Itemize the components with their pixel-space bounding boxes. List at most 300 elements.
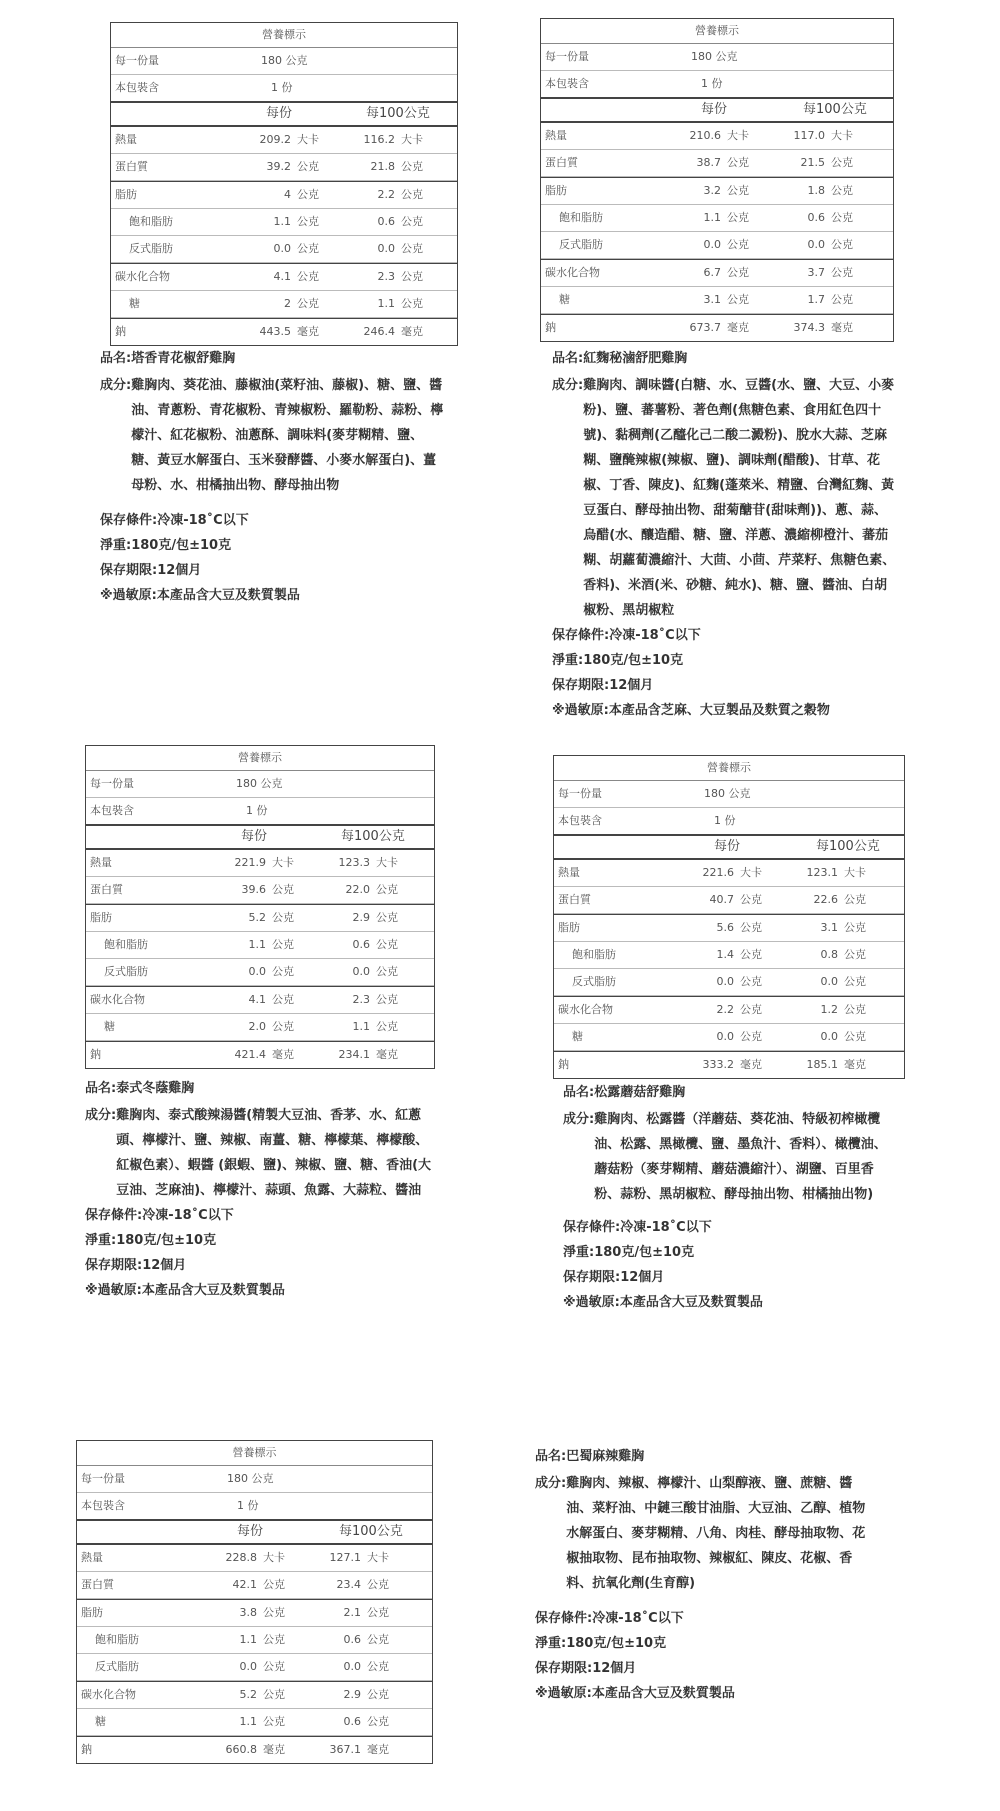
per-100-value: 127.1: [329, 1551, 361, 1564]
net-weight: 淨重:180克/包±10克: [552, 653, 684, 668]
nutrient-label: 脂肪: [115, 188, 137, 201]
per-serving-unit: 公克: [263, 1715, 285, 1728]
per-serving-cell: [204, 932, 294, 958]
nutrient-row: [86, 1014, 434, 1041]
per-100-cell: [308, 1014, 398, 1040]
nutrition-table-1: [110, 22, 458, 346]
nutrient-label: 熱量: [115, 133, 137, 146]
per-serving-unit: 公克: [727, 184, 749, 197]
per-100-cell: [763, 150, 853, 176]
per-serving-cell: [229, 154, 319, 180]
nutrient-row: [77, 1599, 432, 1627]
nutrient-label: 鈉: [545, 321, 556, 334]
per-serving-value: 0.0: [248, 965, 266, 978]
per-100-unit: 大卡: [376, 856, 398, 869]
shelf-life: 保存期限:12個月: [85, 1258, 187, 1273]
per-100-value: 0.0: [377, 242, 395, 255]
nutrient-row: [86, 959, 434, 986]
nutrition-title: 營養標示: [541, 19, 893, 44]
per-serving-value: 5.2: [248, 911, 266, 924]
nutrient-row: [541, 287, 893, 314]
nutrient-row: [541, 232, 893, 259]
nutrient-label: 碳水化合物: [115, 270, 170, 283]
nutrition-table-4: [553, 755, 905, 1079]
nutrient-label: 糖: [559, 293, 570, 306]
nutrient-label: 蛋白質: [558, 893, 591, 906]
nutrient-label: 熱量: [81, 1551, 103, 1564]
allergen-note: ※過敏原:本產品含大豆及麩質製品: [85, 1283, 285, 1298]
per-serving-cell: [195, 1572, 285, 1598]
per-serving-unit: 大卡: [740, 866, 762, 879]
pack-label: 本包裝含: [545, 77, 589, 90]
per-serving-cell: [672, 997, 762, 1023]
per-serving-cell: [204, 987, 294, 1013]
nutrient-row: [111, 236, 457, 263]
nutrient-label: 糖: [95, 1715, 106, 1728]
nutrition-table-2: [540, 18, 894, 342]
per-100-value: 234.1: [338, 1048, 370, 1061]
nutrient-row: [86, 904, 434, 932]
per-100-value: 246.4: [363, 325, 395, 338]
per-serving-unit: 毫克: [297, 325, 319, 338]
nutrient-row: [77, 1627, 432, 1654]
per-serving-unit: 公克: [297, 270, 319, 283]
nutrient-row: [541, 150, 893, 177]
nutrient-rows: [554, 860, 904, 1078]
per-serving-cell: [659, 178, 749, 204]
nutrient-row: [111, 291, 457, 318]
pack-value: 1 份: [246, 804, 268, 817]
per-100-cell: [308, 1042, 398, 1068]
per-serving-cell: [659, 260, 749, 286]
product-info-1: [100, 346, 445, 608]
nutrient-label: 碳水化合物: [81, 1688, 136, 1701]
per-serving-unit: 公克: [297, 188, 319, 201]
per-100-value: 0.6: [377, 215, 395, 228]
per-serving-unit: 公克: [740, 948, 762, 961]
per-100-unit: 公克: [376, 1020, 398, 1033]
pack-value: 1 份: [237, 1499, 259, 1512]
per-100-unit: 大卡: [401, 133, 423, 146]
per-serving-unit: 公克: [740, 975, 762, 988]
per-100-value: 21.8: [370, 160, 395, 173]
per-serving-unit: 公克: [740, 921, 762, 934]
per-serving-unit: 大卡: [272, 856, 294, 869]
serving-value: 180 公克: [236, 777, 283, 790]
per-serving-cell: [204, 877, 294, 903]
per-100-unit: 公克: [376, 883, 398, 896]
per-100-cell: [776, 860, 866, 886]
ingredients-label: 成分:: [100, 378, 132, 393]
nutrient-label: 糖: [129, 297, 140, 310]
per-serving-cell: [204, 1014, 294, 1040]
per-100-value: 0.6: [343, 1633, 361, 1646]
nutrient-label: 蛋白質: [115, 160, 148, 173]
per-100-value: 1.7: [807, 293, 825, 306]
per-100-unit: 大卡: [831, 129, 853, 142]
per-100-value: 1.1: [352, 1020, 370, 1033]
per-100-value: 3.1: [820, 921, 838, 934]
serving-value: 180 公克: [227, 1472, 274, 1485]
product-name: 品名:泰式冬蔭雞胸: [85, 1081, 195, 1096]
nutrient-row: [554, 969, 904, 996]
nutrient-label: 脂肪: [90, 911, 112, 924]
per-100-cell: [308, 932, 398, 958]
per-serving-unit: 公克: [727, 293, 749, 306]
pack-label: 本包裝含: [558, 814, 602, 827]
nutrient-row: [541, 314, 893, 341]
per-serving-cell: [672, 1024, 762, 1050]
per-serving-unit: 公克: [272, 1020, 294, 1033]
per-serving-unit: 公克: [272, 965, 294, 978]
nutrient-rows: [86, 850, 434, 1068]
allergen-note: ※過敏原:本產品含大豆及麩質製品: [563, 1295, 763, 1310]
per-100-cell: [333, 291, 423, 317]
per-100-unit: 公克: [831, 156, 853, 169]
nutrition-table-5: [76, 1440, 433, 1764]
per-serving-value: 39.2: [266, 160, 291, 173]
nutrient-label: 糖: [572, 1030, 583, 1043]
per-serving-value: 1.4: [716, 948, 734, 961]
per-100-unit: 公克: [376, 911, 398, 924]
per-100-unit: 公克: [367, 1578, 389, 1591]
per-100-unit: 公克: [831, 184, 853, 197]
per-serving-value: 0.0: [273, 242, 291, 255]
per-100-unit: 公克: [376, 993, 398, 1006]
nutrient-label: 反式脂肪: [559, 238, 603, 251]
pack-label: 本包裝含: [90, 804, 134, 817]
per-100-value: 0.0: [807, 238, 825, 251]
per-100-value: 123.3: [338, 856, 370, 869]
per-serving-unit: 公克: [263, 1633, 285, 1646]
nutrient-row: [554, 914, 904, 942]
nutrient-label: 蛋白質: [81, 1578, 114, 1591]
nutrient-label: 脂肪: [81, 1606, 103, 1619]
nutrient-row: [541, 177, 893, 205]
nutrient-row: [111, 318, 457, 345]
shelf-life: 保存期限:12個月: [552, 678, 654, 693]
per-100-cell: [763, 260, 853, 286]
col-per-100: 每100公克: [341, 829, 405, 844]
per-100-cell: [776, 1024, 866, 1050]
per-100-value: 116.2: [363, 133, 395, 146]
per-100-cell: [776, 915, 866, 941]
per-serving-value: 0.0: [703, 238, 721, 251]
per-100-cell: [333, 182, 423, 208]
per-100-cell: [333, 264, 423, 290]
per-serving-unit: 毫克: [263, 1743, 285, 1756]
per-100-cell: [776, 887, 866, 913]
per-100-unit: 公克: [844, 1030, 866, 1043]
per-serving-unit: 公克: [727, 211, 749, 224]
per-100-unit: 毫克: [831, 321, 853, 334]
allergen-note: ※過敏原:本產品含大豆及麩質製品: [535, 1686, 735, 1701]
net-weight: 淨重:180克/包±10克: [535, 1636, 667, 1651]
per-100-unit: 公克: [376, 965, 398, 978]
nutrient-row: [86, 932, 434, 959]
per-100-value: 22.6: [813, 893, 838, 906]
per-serving-value: 2.0: [248, 1020, 266, 1033]
per-100-value: 2.9: [343, 1688, 361, 1701]
col-per-serving: 每份: [714, 839, 741, 854]
col-per-100: 每100公克: [803, 102, 867, 117]
nutrient-label: 碳水化合物: [545, 266, 600, 279]
per-serving-unit: 大卡: [727, 129, 749, 142]
per-100-unit: 大卡: [367, 1551, 389, 1564]
per-100-cell: [763, 232, 853, 258]
per-serving-cell: [672, 1052, 762, 1078]
per-serving-value: 1.1: [239, 1715, 257, 1728]
per-serving-value: 210.6: [689, 129, 721, 142]
per-serving-cell: [204, 905, 294, 931]
per-serving-unit: 公克: [272, 911, 294, 924]
per-serving-cell: [195, 1654, 285, 1680]
per-serving-unit: 公克: [727, 266, 749, 279]
per-serving-value: 40.7: [709, 893, 734, 906]
pack-value: 1 份: [271, 81, 293, 94]
per-serving-unit: 公克: [272, 883, 294, 896]
per-serving-cell: [195, 1627, 285, 1653]
per-100-value: 123.1: [806, 866, 838, 879]
per-serving-value: 673.7: [689, 321, 721, 334]
per-100-cell: [299, 1545, 389, 1571]
serving-label: 每一份量: [115, 54, 159, 67]
per-100-cell: [776, 1052, 866, 1078]
per-serving-unit: 公克: [297, 160, 319, 173]
per-serving-cell: [229, 127, 319, 153]
nutrient-label: 鈉: [90, 1048, 101, 1061]
per-100-unit: 公克: [844, 921, 866, 934]
product-name: 品名:松露蘑菇舒雞胸: [563, 1085, 686, 1100]
nutrient-row: [111, 154, 457, 181]
per-100-unit: 公克: [401, 188, 423, 201]
per-100-value: 374.3: [793, 321, 825, 334]
per-serving-value: 3.2: [703, 184, 721, 197]
per-100-value: 0.6: [807, 211, 825, 224]
per-100-cell: [763, 287, 853, 313]
per-serving-value: 2.2: [716, 1003, 734, 1016]
per-serving-cell: [672, 942, 762, 968]
col-per-100: 每100公克: [816, 839, 880, 854]
per-100-cell: [763, 123, 853, 149]
per-serving-unit: 大卡: [297, 133, 319, 146]
nutrient-label: 脂肪: [558, 921, 580, 934]
per-100-unit: 公克: [376, 938, 398, 951]
nutrient-label: 反式脂肪: [95, 1660, 139, 1673]
per-serving-unit: 公克: [740, 893, 762, 906]
nutrient-row: [86, 986, 434, 1014]
per-100-unit: 大卡: [844, 866, 866, 879]
nutrient-rows: [77, 1545, 432, 1763]
per-serving-cell: [229, 182, 319, 208]
per-serving-unit: 公克: [727, 238, 749, 251]
per-serving-unit: 公克: [297, 215, 319, 228]
nutrient-label: 蛋白質: [545, 156, 578, 169]
per-100-value: 22.0: [345, 883, 370, 896]
nutrition-table-3: [85, 745, 435, 1069]
nutrient-row: [541, 123, 893, 150]
nutrient-label: 鈉: [558, 1058, 569, 1071]
per-serving-cell: [229, 209, 319, 235]
nutrient-label: 鈉: [81, 1743, 92, 1756]
storage-condition: 保存條件:冷凍-18˚C以下: [535, 1611, 684, 1626]
per-100-unit: 公克: [367, 1688, 389, 1701]
per-100-value: 2.1: [343, 1606, 361, 1619]
per-100-cell: [333, 154, 423, 180]
per-100-unit: 公克: [844, 1003, 866, 1016]
per-serving-cell: [229, 236, 319, 262]
ingredients-text: 雞胸肉、調味醬(白糖、水、豆醬(水、鹽、大豆、小麥粉)、鹽、蕃薯粉、著色劑(焦糖色素、食用紅色四十號)、黏稠劑(乙醯化己二酸二澱粉)、脫水大蒜、芝麻糊、鹽醃辣椒(辣椒、鹽)、調味劑(醋酸)、甘草、花椒、丁香、陳皮)、紅麴(蓬萊米、精鹽、台灣紅麴、黃豆蛋白、酵母抽出物、甜菊醣苷(甜味劑))、蔥、蒜、烏醋(水、釀造醋、糖、鹽、洋蔥、濃縮柳橙汁、蕃茄糊、胡蘿蔔濃縮汁、大茴、小茴、芹菜籽、焦糖色素、香料)、米酒(米、砂糖、純水)、糖、鹽、醬油、白胡椒粉、黑胡椒粒: [583, 378, 896, 618]
per-serving-unit: 公克: [272, 993, 294, 1006]
nutrient-row: [77, 1736, 432, 1763]
per-serving-unit: 公克: [740, 1003, 762, 1016]
per-serving-value: 1.1: [273, 215, 291, 228]
per-serving-value: 0.0: [716, 1030, 734, 1043]
per-serving-value: 42.1: [232, 1578, 257, 1591]
net-weight: 淨重:180克/包±10克: [563, 1245, 695, 1260]
nutrient-row: [86, 1041, 434, 1068]
per-serving-value: 4: [284, 188, 291, 201]
nutrient-row: [111, 209, 457, 236]
serving-value: 180 公克: [261, 54, 308, 67]
per-100-unit: 公克: [831, 238, 853, 251]
per-100-unit: 公克: [844, 975, 866, 988]
per-100-cell: [776, 969, 866, 995]
serving-label: 每一份量: [90, 777, 134, 790]
pack-value: 1 份: [714, 814, 736, 827]
per-serving-value: 0.0: [239, 1660, 257, 1673]
per-serving-value: 333.2: [702, 1058, 734, 1071]
nutrient-row: [111, 127, 457, 154]
per-100-cell: [299, 1682, 389, 1708]
per-serving-value: 3.8: [239, 1606, 257, 1619]
ingredients-text: 雞胸肉、葵花油、藤椒油(菜籽油、藤椒)、糖、鹽、醬油、青蔥粉、青花椒粉、青辣椒粉、羅勒粉、蒜粉、檸檬汁、紅花椒粉、油蔥酥、調味料(麥芽糊精、鹽、糖、黃豆水解蛋白、玉米發酵醬、小麥水解蛋白)、薑母粉、水、柑橘抽出物、酵母抽出物: [131, 378, 444, 493]
per-serving-value: 421.4: [234, 1048, 266, 1061]
per-serving-value: 221.9: [234, 856, 266, 869]
serving-value: 180 公克: [704, 787, 751, 800]
per-serving-unit: 公克: [263, 1660, 285, 1673]
serving-value: 180 公克: [691, 50, 738, 63]
per-serving-cell: [195, 1682, 285, 1708]
per-100-cell: [308, 905, 398, 931]
per-100-unit: 公克: [831, 293, 853, 306]
per-100-cell: [763, 205, 853, 231]
per-serving-value: 660.8: [225, 1743, 257, 1756]
product-name: 品名:紅麴秘滷舒肥雞胸: [552, 351, 688, 366]
net-weight: 淨重:180克/包±10克: [100, 538, 232, 553]
nutrient-label: 飽和脂肪: [104, 938, 148, 951]
per-serving-unit: 公克: [263, 1578, 285, 1591]
per-100-cell: [776, 997, 866, 1023]
nutrient-label: 飽和脂肪: [129, 215, 173, 228]
nutrient-label: 熱量: [558, 866, 580, 879]
nutrition-title: 營養標示: [111, 23, 457, 48]
per-100-value: 0.6: [343, 1715, 361, 1728]
per-100-value: 1.8: [807, 184, 825, 197]
ingredients-label: 成分:: [535, 1476, 567, 1491]
per-serving-value: 5.6: [716, 921, 734, 934]
per-100-cell: [299, 1627, 389, 1653]
per-100-unit: 公克: [401, 242, 423, 255]
per-100-value: 0.8: [820, 948, 838, 961]
per-100-value: 1.1: [377, 297, 395, 310]
shelf-life: 保存期限:12個月: [563, 1270, 665, 1285]
allergen-note: ※過敏原:本產品含芝麻、大豆製品及麩質之穀物: [552, 703, 830, 718]
per-100-unit: 毫克: [844, 1058, 866, 1071]
nutrient-label: 熱量: [90, 856, 112, 869]
nutrient-row: [541, 259, 893, 287]
per-100-unit: 公克: [844, 948, 866, 961]
net-weight: 淨重:180克/包±10克: [85, 1233, 217, 1248]
nutrient-label: 糖: [104, 1020, 115, 1033]
per-100-cell: [299, 1654, 389, 1680]
per-serving-value: 1.1: [703, 211, 721, 224]
per-serving-cell: [672, 969, 762, 995]
per-100-unit: 公克: [367, 1633, 389, 1646]
nutrient-rows: [111, 127, 457, 345]
nutrient-row: [77, 1709, 432, 1736]
col-per-serving: 每份: [237, 1524, 264, 1539]
per-serving-value: 38.7: [696, 156, 721, 169]
per-serving-cell: [204, 959, 294, 985]
nutrient-row: [86, 877, 434, 904]
per-serving-cell: [672, 915, 762, 941]
per-serving-unit: 毫克: [272, 1048, 294, 1061]
col-per-serving: 每份: [241, 829, 268, 844]
pack-label: 本包裝含: [115, 81, 159, 94]
nutrient-label: 反式脂肪: [129, 242, 173, 255]
ingredients-text: 雞胸肉、辣椒、檸檬汁、山梨醇液、鹽、蔗糖、醬油、菜籽油、中鏈三酸甘油脂、大豆油、乙醇、植物水解蛋白、麥芽糊精、八角、肉桂、酵母抽取物、花椒抽取物、昆布抽取物、辣椒紅、陳皮、花椒、香料、抗氧化劑(生育醇): [566, 1476, 866, 1591]
serving-label: 每一份量: [558, 787, 602, 800]
product-info-5: [535, 1444, 875, 1706]
per-100-unit: 毫克: [367, 1743, 389, 1756]
pack-value: 1 份: [701, 77, 723, 90]
col-per-serving: 每份: [266, 106, 293, 121]
per-100-unit: 毫克: [376, 1048, 398, 1061]
ingredients-label: 成分:: [563, 1112, 595, 1127]
per-serving-value: 228.8: [225, 1551, 257, 1564]
nutrient-row: [77, 1681, 432, 1709]
per-serving-cell: [229, 319, 319, 345]
product-info-2: [552, 346, 897, 723]
per-serving-cell: [229, 291, 319, 317]
per-serving-cell: [672, 860, 762, 886]
per-serving-value: 3.1: [703, 293, 721, 306]
per-100-value: 0.0: [352, 965, 370, 978]
per-serving-unit: 公克: [297, 297, 319, 310]
per-serving-value: 5.2: [239, 1688, 257, 1701]
allergen-note: ※過敏原:本產品含大豆及麩質製品: [100, 588, 300, 603]
per-100-value: 21.5: [800, 156, 825, 169]
per-100-cell: [299, 1737, 389, 1763]
col-per-100: 每100公克: [366, 106, 430, 121]
per-serving-cell: [195, 1545, 285, 1571]
ingredients-text: 雞胸肉、松露醬（洋蘑菇、葵花油、特級初榨橄欖油、松露、黑橄欖、鹽、墨魚汁、香料）、橄欖油、蘑菇粉（麥芽糊精、蘑菇濃縮汁）、湖鹽、百里香粉、蒜粉、黑胡椒粒、酵母抽出物、柑橘抽出物): [594, 1112, 887, 1202]
nutrient-label: 脂肪: [545, 184, 567, 197]
per-100-unit: 公克: [831, 266, 853, 279]
per-100-value: 2.3: [352, 993, 370, 1006]
nutrient-label: 熱量: [545, 129, 567, 142]
per-serving-value: 209.2: [259, 133, 291, 146]
per-100-cell: [333, 236, 423, 262]
nutrient-row: [554, 942, 904, 969]
ingredients-label: 成分:: [552, 378, 584, 393]
col-per-serving: 每份: [701, 102, 728, 117]
per-100-unit: 公克: [844, 893, 866, 906]
per-100-cell: [308, 987, 398, 1013]
product-info-4: [563, 1080, 898, 1315]
product-info-3: [85, 1076, 435, 1303]
